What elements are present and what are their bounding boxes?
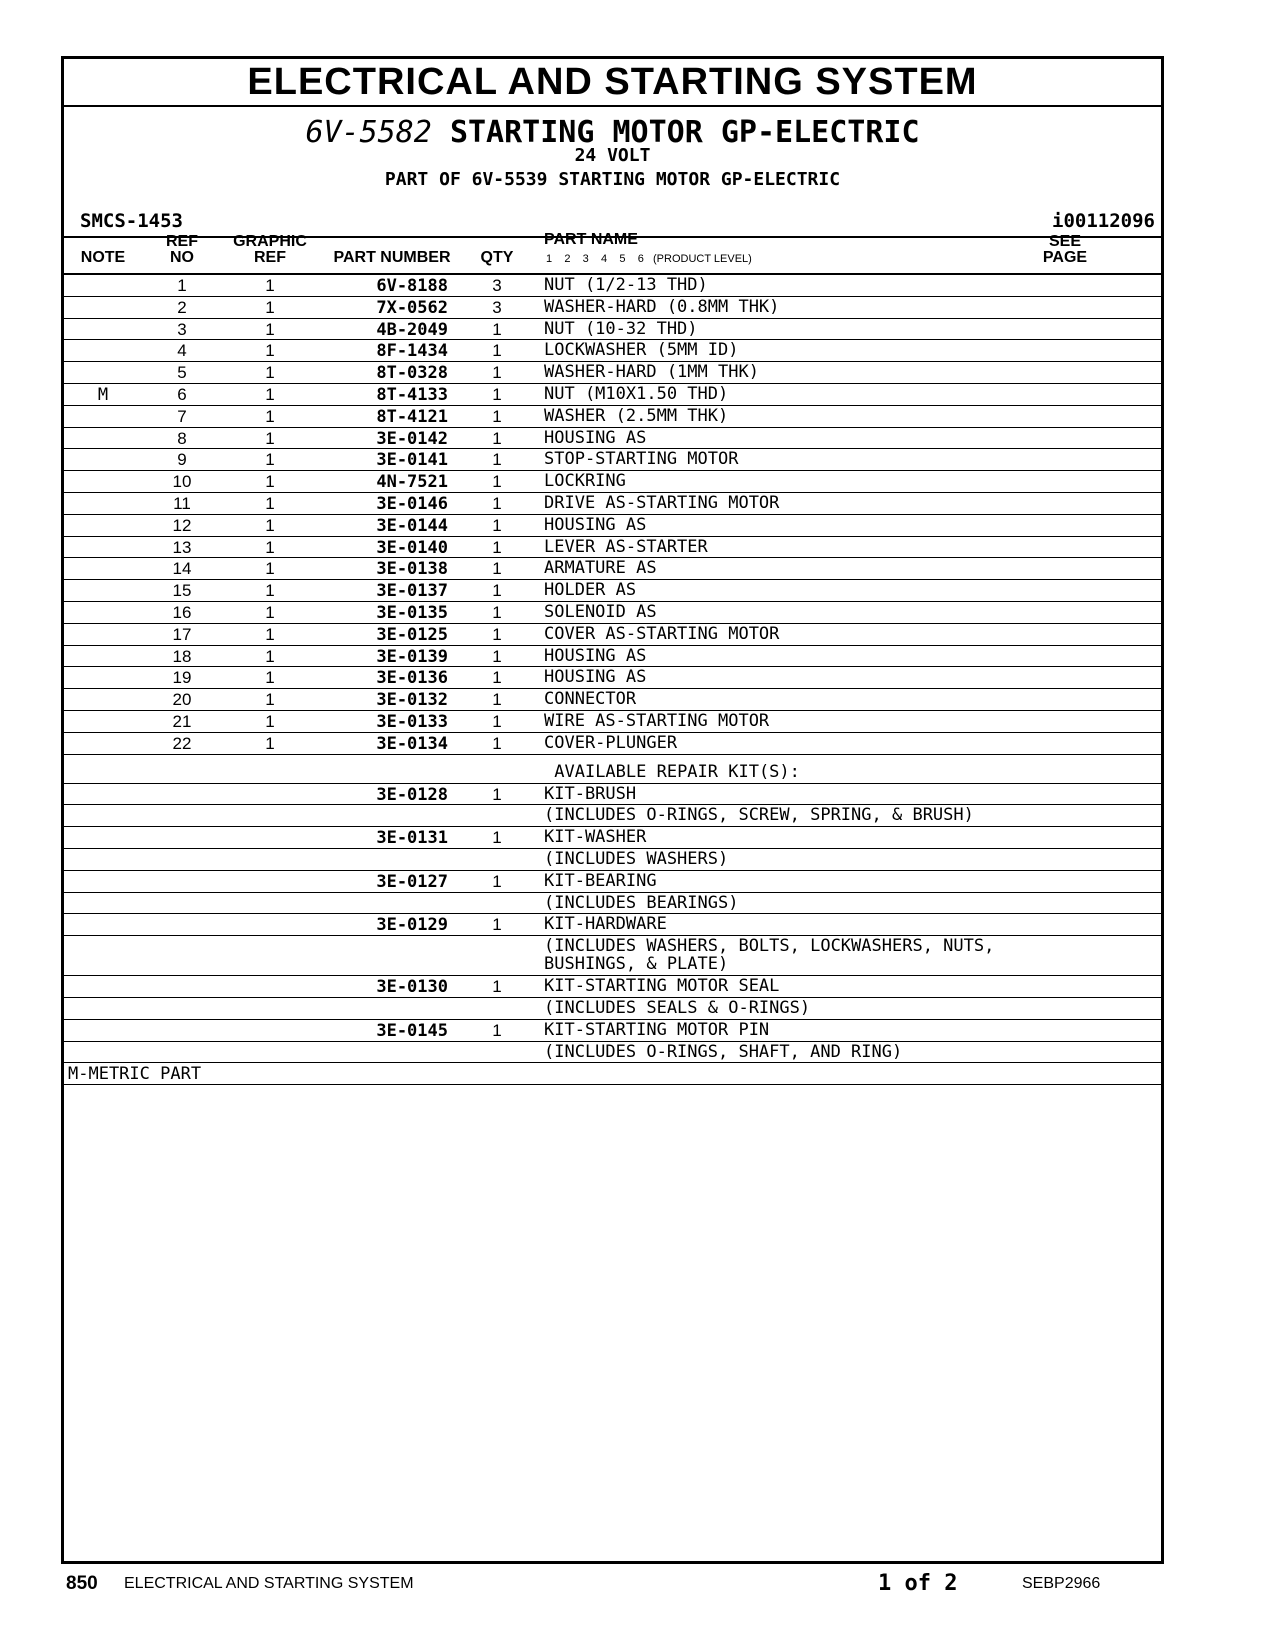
part-name-cell: HOUSING AS <box>544 645 647 666</box>
part-name-cell: ARMATURE AS <box>544 558 657 579</box>
ref-no-cell: 1 <box>177 276 187 295</box>
illustration-id: i00112096 <box>1052 210 1155 232</box>
qty-cell: 1 <box>492 472 502 492</box>
ref-no-cell: 11 <box>173 493 191 513</box>
part-number-cell: 3E-0146 <box>376 493 448 514</box>
ref-no-cell: 6 <box>177 384 187 404</box>
qty-cell: 1 <box>492 915 502 935</box>
kit-includes-cell: (INCLUDES O-RINGS, SCREW, SPRING, & BRUSH) <box>544 805 974 826</box>
qty-cell: 3 <box>492 276 502 295</box>
qty-cell: 1 <box>492 406 502 426</box>
part-number-cell: 3E-0141 <box>376 450 448 471</box>
kit-includes-cell: (INCLUDES WASHERS) <box>544 848 729 869</box>
ref-no-cell: 2 <box>177 297 187 317</box>
part-name-cell: NUT (M10X1.50 THD) <box>544 383 729 404</box>
kit-row <box>64 914 1161 936</box>
table-row <box>64 646 1161 668</box>
table-row <box>64 667 1161 689</box>
table-row <box>64 711 1161 733</box>
part-name-cell: HOUSING AS <box>544 427 647 448</box>
part-name-cell: HOUSING AS <box>544 514 647 535</box>
group-number: 6V-5582 <box>305 115 432 150</box>
graphic-ref-cell: 1 <box>265 668 275 688</box>
table-row <box>64 319 1161 341</box>
part-of-line: PART OF 6V-5539 STARTING MOTOR GP-ELECTRIC <box>384 169 841 190</box>
kit-includes-cell: (INCLUDES BEARINGS) <box>544 892 739 913</box>
part-number-cell: 8F-1434 <box>376 341 448 362</box>
qty-cell: 1 <box>492 493 502 513</box>
kit-row <box>64 784 1161 806</box>
table-row <box>64 580 1161 602</box>
col-graphic-top: GRAPHIC <box>233 233 307 250</box>
part-name-cell: DRIVE AS-STARTING MOTOR <box>544 492 780 513</box>
col-see-top: SEE <box>1048 233 1081 250</box>
qty-cell: 1 <box>492 711 502 731</box>
graphic-ref-cell: 1 <box>265 276 275 295</box>
part-number-cell: 3E-0125 <box>376 624 448 645</box>
kit-includes-row <box>64 805 1161 827</box>
ref-no-cell: 18 <box>172 646 192 666</box>
table-row <box>64 275 1161 297</box>
part-number-cell: 3E-0135 <box>376 602 448 623</box>
col-qty: QTY <box>480 249 514 266</box>
qty-cell: 1 <box>492 1020 502 1040</box>
kit-includes-cell: (INCLUDES O-RINGS, SHAFT, AND RING) <box>544 1041 903 1062</box>
kit-includes-row <box>64 849 1161 871</box>
graphic-ref-cell: 1 <box>265 341 275 361</box>
graphic-ref-cell: 1 <box>265 711 275 731</box>
graphic-ref-cell: 1 <box>265 472 275 492</box>
col-see-bottom: PAGE <box>1042 249 1088 266</box>
col-part-number: PART NUMBER <box>333 249 451 266</box>
col-product-levels: 1 2 3 4 5 6 (PRODUCT LEVEL) <box>546 253 752 265</box>
part-number-cell: 8T-0328 <box>376 363 448 384</box>
ref-no-cell: 4 <box>177 341 187 361</box>
ref-no-cell: 22 <box>172 733 192 753</box>
part-number-cell: 3E-0142 <box>376 428 448 449</box>
qty-cell: 3 <box>492 297 502 317</box>
part-number-cell: 3E-0137 <box>376 581 448 602</box>
part-name-cell: LEVER AS-STARTER <box>544 536 708 557</box>
qty-cell: 1 <box>492 537 502 557</box>
qty-cell: 1 <box>492 515 502 535</box>
kit-includes-row <box>64 998 1161 1020</box>
kit-includes-row <box>64 893 1161 915</box>
qty-cell: 1 <box>492 363 502 383</box>
ref-no-cell: 14 <box>172 559 192 579</box>
part-name-cell: COVER-PLUNGER <box>544 732 678 753</box>
part-number-cell: 3E-0145 <box>376 1020 448 1041</box>
part-number-cell: 3E-0144 <box>376 515 448 536</box>
section-title: ELECTRICAL AND STARTING SYSTEM <box>64 59 1161 107</box>
part-name-cell: HOUSING AS <box>544 667 647 688</box>
col-ref-bottom: NO <box>170 249 194 266</box>
part-name-cell: LOCKWASHER (5MM ID) <box>544 340 739 361</box>
graphic-ref-cell: 1 <box>265 646 275 666</box>
qty-cell: 1 <box>492 428 502 448</box>
part-name-cell: CONNECTOR <box>544 689 637 710</box>
graphic-ref-cell: 1 <box>265 559 275 579</box>
kit-includes-cell: (INCLUDES WASHERS, BOLTS, LOCKWASHERS, NUTS, BUSHINGS, & PLATE) <box>544 936 995 975</box>
kit-row <box>64 976 1161 998</box>
ref-no-cell: 20 <box>172 690 192 710</box>
graphic-ref-cell: 1 <box>265 406 275 426</box>
ref-no-cell: 10 <box>172 472 192 492</box>
part-number-cell: 4B-2049 <box>376 319 448 340</box>
part-name-cell: HOLDER AS <box>544 580 637 601</box>
part-name-cell: WIRE AS-STARTING MOTOR <box>544 710 770 731</box>
ref-no-cell: 19 <box>172 668 192 688</box>
table-row <box>64 537 1161 559</box>
part-number-cell: 3E-0139 <box>376 646 448 667</box>
graphic-ref-cell: 1 <box>265 319 275 339</box>
part-number-cell: 3E-0138 <box>376 559 448 580</box>
part-number-cell: 3E-0129 <box>376 915 448 936</box>
graphic-ref-cell: 1 <box>265 602 275 622</box>
smcs-code: SMCS-1453 <box>80 210 183 232</box>
sheet-indicator: 1 of 2 <box>878 1571 958 1596</box>
qty-cell: 1 <box>492 871 502 891</box>
qty-cell: 1 <box>492 690 502 710</box>
footnote-row <box>64 1063 1161 1085</box>
part-name-cell: WASHER-HARD (0.8MM THK) <box>544 296 780 317</box>
qty-cell: 1 <box>492 624 502 644</box>
qty-cell: 1 <box>492 602 502 622</box>
part-name-cell: STOP-STARTING MOTOR <box>544 449 739 470</box>
ref-no-cell: 8 <box>177 428 187 448</box>
part-number-cell: 4N-7521 <box>376 472 448 493</box>
parts-table <box>64 275 1161 1085</box>
part-number-cell: 8T-4133 <box>376 384 448 405</box>
graphic-ref-cell: 1 <box>265 450 275 470</box>
part-name-cell: COVER AS-STARTING MOTOR <box>544 623 780 644</box>
kit-includes-row <box>64 1042 1161 1064</box>
col-part-name: PART NAME <box>544 231 638 248</box>
kits-heading: AVAILABLE REPAIR KIT(S): <box>544 761 800 782</box>
part-number-cell: 3E-0127 <box>376 871 448 892</box>
col-graphic-bottom: REF <box>254 249 286 266</box>
table-row <box>64 340 1161 362</box>
col-ref-top: REF <box>166 233 198 250</box>
part-name-cell: KIT-BEARING <box>544 870 657 891</box>
graphic-ref-cell: 1 <box>265 493 275 513</box>
graphic-ref-cell: 1 <box>265 733 275 753</box>
table-row <box>64 471 1161 493</box>
part-number-cell: 8T-4121 <box>376 406 448 427</box>
table-row <box>64 558 1161 580</box>
parts-list-frame <box>61 56 1164 1564</box>
page-number: 850 <box>66 1573 98 1594</box>
qty-cell: 1 <box>492 384 502 404</box>
qty-cell: 1 <box>492 733 502 753</box>
table-row <box>64 362 1161 384</box>
kits-heading-row <box>64 755 1161 784</box>
ref-no-cell: 12 <box>172 515 192 535</box>
table-row <box>64 384 1161 406</box>
kit-row <box>64 827 1161 849</box>
ref-no-cell: 17 <box>172 624 192 644</box>
qty-cell: 1 <box>492 646 502 666</box>
group-name: STARTING MOTOR GP-ELECTRIC <box>449 115 920 150</box>
qty-cell: 1 <box>492 828 502 848</box>
ref-no-cell: 21 <box>172 711 192 731</box>
table-row <box>64 428 1161 450</box>
graphic-ref-cell: 1 <box>265 624 275 644</box>
graphic-ref-cell: 1 <box>265 297 275 317</box>
part-number-cell: 3E-0131 <box>376 828 448 849</box>
part-name-cell: KIT-BRUSH <box>544 783 637 804</box>
kit-row <box>64 871 1161 893</box>
part-name-cell: NUT (1/2-13 THD) <box>544 275 708 295</box>
ref-no-cell: 16 <box>172 602 192 622</box>
graphic-ref-cell: 1 <box>265 428 275 448</box>
part-number-cell: 3E-0128 <box>376 784 448 805</box>
ref-no-cell: 7 <box>177 406 187 426</box>
qty-cell: 1 <box>492 319 502 339</box>
table-row <box>64 406 1161 428</box>
qty-cell: 1 <box>492 668 502 688</box>
qty-cell: 1 <box>492 341 502 361</box>
part-name-cell: SOLENOID AS <box>544 601 657 622</box>
part-name-cell: KIT-STARTING MOTOR PIN <box>544 1019 770 1040</box>
part-name-cell: WASHER (2.5MM THK) <box>544 405 729 426</box>
qty-cell: 1 <box>492 559 502 579</box>
graphic-ref-cell: 1 <box>265 515 275 535</box>
ref-no-cell: 9 <box>177 450 187 470</box>
part-name-cell: WASHER-HARD (1MM THK) <box>544 362 759 383</box>
table-row <box>64 624 1161 646</box>
table-row <box>64 602 1161 624</box>
ref-no-cell: 3 <box>177 319 187 339</box>
qty-cell: 1 <box>492 784 502 804</box>
table-row <box>64 515 1161 537</box>
col-note: NOTE <box>80 249 126 266</box>
part-name-cell: LOCKRING <box>544 471 626 492</box>
qty-cell: 1 <box>492 450 502 470</box>
part-name-cell: NUT (10-32 THD) <box>544 318 698 339</box>
part-number-cell: 6V-8188 <box>376 276 448 296</box>
qty-cell: 1 <box>492 581 502 601</box>
kit-includes-cell: (INCLUDES SEALS & O-RINGS) <box>544 997 811 1018</box>
part-number-cell: 3E-0132 <box>376 690 448 711</box>
graphic-ref-cell: 1 <box>265 581 275 601</box>
part-number-cell: 3E-0140 <box>376 537 448 558</box>
table-row <box>64 733 1161 755</box>
footnote: M-METRIC PART <box>68 1064 202 1085</box>
graphic-ref-cell: 1 <box>265 690 275 710</box>
voltage-line: 24 VOLT <box>574 145 651 166</box>
kit-row <box>64 1020 1161 1042</box>
part-number-cell: 3E-0136 <box>376 668 448 689</box>
part-number-cell: 3E-0130 <box>376 977 448 998</box>
part-name-cell: KIT-WASHER <box>544 827 647 848</box>
graphic-ref-cell: 1 <box>265 363 275 383</box>
part-name-cell: KIT-HARDWARE <box>544 914 667 935</box>
ref-no-cell: 13 <box>172 537 192 557</box>
ref-no-cell: 15 <box>172 581 192 601</box>
part-number-cell: 7X-0562 <box>376 297 448 318</box>
graphic-ref-cell: 1 <box>265 384 275 404</box>
part-number-cell: 3E-0134 <box>376 733 448 754</box>
document-id: SEBP2966 <box>1022 1575 1101 1592</box>
part-number-cell: 3E-0133 <box>376 711 448 732</box>
footer-section: ELECTRICAL AND STARTING SYSTEM <box>124 1575 414 1592</box>
kit-includes-row <box>64 936 1161 976</box>
table-row <box>64 297 1161 319</box>
note-cell: M <box>97 384 109 405</box>
table-row <box>64 689 1161 711</box>
table-row <box>64 449 1161 471</box>
table-row <box>64 493 1161 515</box>
ref-no-cell: 5 <box>177 363 187 383</box>
part-name-cell: KIT-STARTING MOTOR SEAL <box>544 976 780 997</box>
graphic-ref-cell: 1 <box>265 537 275 557</box>
qty-cell: 1 <box>492 977 502 997</box>
